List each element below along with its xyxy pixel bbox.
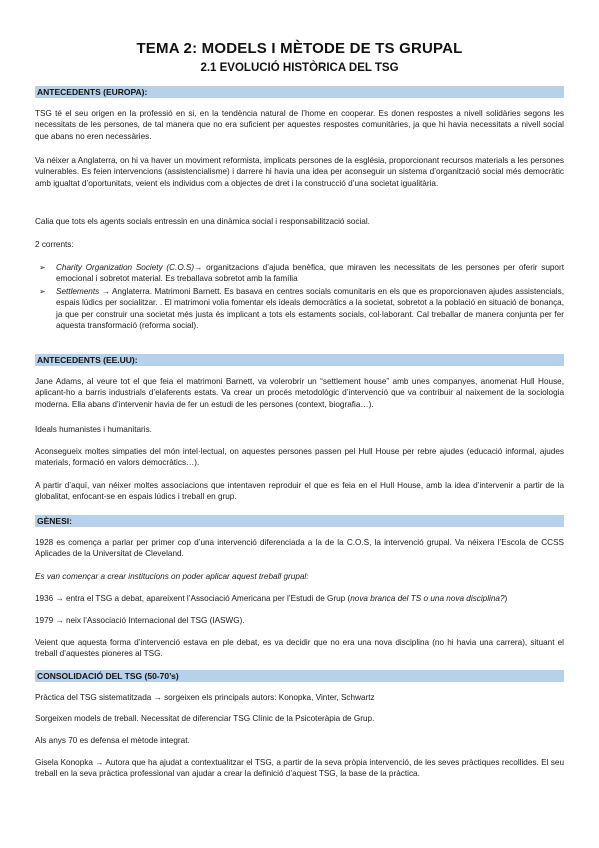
document-title: TEMA 2: MODELS I MÈTODE DE TS GRUPAL [136,40,463,57]
paragraph-italic: nova branca del TS o una nova disciplina? [350,594,505,603]
paragraph: Jane Adams, al veure tot el que feia el matrimoni Barnett, va volerobrir un “settlement house” amb unes companyes, anomenat Hull House, aplicant-ho a barris industrials d’elaferents estats. Va crear un procés metodològic d’intervenció que va contribuir al naixement de la sociologia moderna. Ella abans d’intervenir havia de fer un estudi de les persones (context, biografia…). [35,377,564,409]
paragraph: Va néixer a Anglaterra, on hi va haver un moviment reformista, implicats persones de la església, proporcionant recursos materials a les persones vulnerables. Es feien intervencions (assistencialisme) i darrere hi havia una idea per aconseguir un sistema d’organització social més democràtic amb igualtat d’oportunitats, veient els individus com a objectes de dret i la construcció d’una societat igualitària. [35,156,564,188]
paragraph: 1979 → neix l’Associació Internacional del TSG (IASWG). [35,616,245,625]
list-item-term: Charity Organization Society (C.O.S) [56,263,195,272]
paragraph [35,593,564,604]
paragraph: Pràctica del TSG sistematitzada → sorgeixen els principals autors: Konopka, Vinter, Schwartz [35,693,375,702]
list-item-text: → Anglaterra. Matrimoni Barnett. Es basava en centres socials comunitaris en els que es proporcionaven ajudes assistencials, espais lúdics per socialitzar. . El matrimoni volia fomentar els ideals democràtics a la societat, sobretot a la població en situació de bonança, ja que per construir una societat més justa és implicant a tots els estaments socials, col·laborant. Cal treballar de manera conjunta per fer aquesta transformació (reforma social). [56,287,564,331]
list-item-term: Settlements [56,287,100,296]
list-item [39,286,564,332]
paragraph: 1928 es comença a parlar per primer cop d’una intervenció diferenciada a la de la C.O.S, la intervenció grupal. Va néixera l’Escola de CCSS Aplicades de la Universitat de Cleveland. [35,538,564,559]
paragraph: A partir d’aquí, van néixer moltes associacions que intentaven reproduir el que es feia en el Hull House, amb la idea d’intervenir a partir de la globalitat, enfocant-se en espais lúdics i treball en grup. [35,481,564,502]
list-item-text: → organitzacions d’ajuda benèfica, que miraven les necessitats de les persones per oferir suport emocional i sobretot material. Es treballava sobretot amb la família [56,263,564,284]
paragraph: Veient que aquesta forma d’intervenció estava en ple debat, es va decidir que no era una nova disciplina (no hi havia una carrera), situant el treball d’aquestes pioneres al TSG. [35,638,564,659]
paragraph: Calia que tots els agents socials entressin en una dinàmica social i responsabilització social. [35,217,370,226]
section-heading-eeuu: ANTECEDENTS (EE.UU): [35,354,564,366]
paragraph: 2 corrents: [35,240,74,249]
bullet-arrow-icon: ➢ [39,263,46,272]
section-heading-europa: ANTECEDENTS (EUROPA): [35,86,564,98]
list-item [39,262,564,285]
paragraph-text: 1936 → entra el TSG a debat, apareixent l’Associació Americana per l’Estudi de Grup ( [35,594,351,603]
paragraph: Ideals humanistes i humanitaris. [35,425,152,434]
paragraph: TSG té el seu origen en la professió en si, en la tendència natural de l’home en cooperar. Es donen respostes a nivell solidàries segons les necessitats de les persones, de tal manera que no era suficient per aquestes respostes comunitàries, ja que hi havia necessitats a nivell social que abans no eren necessàries. [35,109,564,141]
paragraph: Es van començar a crear institucions on poder aplicar aquest treball grupal: [35,572,309,581]
paragraph-text: ) [504,594,508,603]
paragraph: Sorgeixen models de treball. Necessitat de diferenciar TSG Clínic de la Psicoteràpia de Grup. [35,714,375,723]
document-subtitle: 2.1 EVOLUCIÓ HISTÒRICA DEL TSG [200,62,399,74]
paragraph: Aconsegueix moltes simpaties del món intel·lectual, on aquestes persones passen pel Hull House per rebre ajudes (educació informal, ajudes materials, formació en valors democràtics…). [35,447,564,468]
bullet-arrow-icon: ➢ [39,287,46,296]
section-heading-consolidacio: CONSOLIDACIÓ DEL TSG (50-70’s) [35,670,564,682]
section-heading-genesi: GÈNESI: [35,515,564,527]
paragraph: Gisela Konopka → Autora que ha ajudat a contextualitzar el TSG, a partir de la seva pròpia intervenció, de les seves pràctiques recollides. El seu treball en la seva pràctica professional van ajudar a crear la definició d’aquest TSG, la base de la pràctica. [35,758,564,779]
paragraph: Als anys 70 es defensa el mètode integrat. [35,736,190,745]
